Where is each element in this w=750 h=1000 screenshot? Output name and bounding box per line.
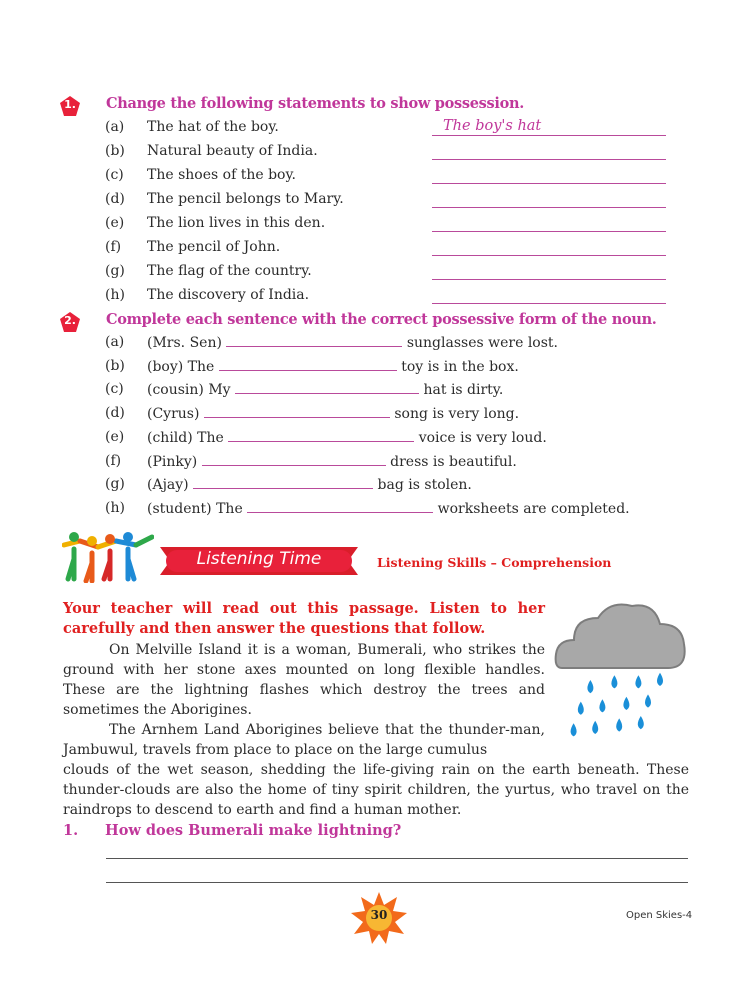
question-2-number: 2.	[64, 314, 76, 327]
fill-blank[interactable]	[202, 453, 386, 466]
item-label: (f)	[105, 239, 122, 255]
answer-blank[interactable]	[432, 183, 666, 184]
item-sentence	[147, 381, 503, 398]
item-label: (g)	[105, 263, 125, 279]
item-label: (d)	[105, 191, 125, 207]
answer-line-1[interactable]	[106, 858, 688, 859]
sentence-end: hat is dirty.	[423, 382, 504, 398]
item-label: (c)	[105, 381, 124, 397]
item-label: (g)	[105, 476, 125, 492]
passage-paragraph-2-start: The Arnhem Land Aborigines believe that the thunder-man, Jambuwul, travels from place to place on the large cumulus	[63, 722, 545, 758]
sentence-end: worksheets are completed.	[437, 501, 630, 517]
fill-blank[interactable]	[193, 476, 373, 489]
item-sentence	[147, 453, 517, 470]
answer-blank[interactable]	[432, 207, 666, 208]
item-label: (b)	[105, 143, 125, 159]
fill-blank[interactable]	[228, 429, 414, 442]
exercise-2-title: Complete each sentence with the correct possessive form of the noun.	[106, 311, 657, 328]
item-statement: The lion lives in this den.	[147, 215, 326, 231]
sentence-start: (Pinky)	[147, 454, 198, 470]
book-title-footer: Open Skies-4	[626, 910, 693, 921]
question-text: How does Bumerali make lightning?	[105, 822, 402, 839]
answer-blank[interactable]	[432, 159, 666, 160]
question-number: 1.	[63, 822, 79, 839]
item-label: (f)	[105, 453, 122, 469]
sentence-end: bag is stolen.	[377, 477, 472, 493]
rain-cloud-icon	[552, 596, 690, 738]
fill-blank[interactable]	[235, 381, 419, 394]
sentence-start: (student) The	[147, 501, 243, 517]
listening-time-label: Listening Time	[196, 549, 322, 569]
item-statement: The flag of the country.	[147, 263, 312, 279]
item-sentence	[147, 429, 547, 446]
item-label: (b)	[105, 358, 125, 374]
children-holding-hands-icon	[62, 529, 154, 583]
passage-paragraph-1: On Melville Island it is a woman, Bumerali, who strikes the ground with her stone axes mounted on long flexible handles. These are the lightning flashes which destroy the trees and sometimes the Aborigines.	[63, 642, 545, 718]
item-sentence	[147, 334, 558, 351]
item-label: (a)	[105, 334, 125, 350]
sentence-end: voice is very loud.	[418, 430, 547, 446]
exercise-1-title: Change the following statements to show possession.	[106, 95, 524, 112]
answer-blank[interactable]	[432, 303, 666, 304]
item-label: (h)	[105, 287, 125, 303]
item-statement: The shoes of the boy.	[147, 167, 296, 183]
item-statement: The hat of the boy.	[147, 119, 279, 135]
fill-blank[interactable]	[226, 334, 402, 347]
answer-line-2[interactable]	[106, 882, 688, 883]
question-1-badge	[59, 95, 81, 117]
question-2-badge	[59, 311, 81, 333]
sentence-start: (boy) The	[147, 359, 215, 375]
item-statement: The discovery of India.	[147, 287, 310, 303]
item-sentence	[147, 405, 519, 422]
answer-blank[interactable]	[432, 231, 666, 232]
item-label: (e)	[105, 429, 125, 445]
item-sentence	[147, 358, 519, 375]
item-label: (d)	[105, 405, 125, 421]
item-statement: The pencil belongs to Mary.	[147, 191, 344, 207]
item-label: (h)	[105, 500, 125, 516]
sentence-end: sunglasses were lost.	[406, 335, 558, 351]
answer-text: The boy's hat	[443, 118, 542, 134]
page-number: 30	[370, 908, 388, 922]
answer-blank[interactable]	[432, 135, 666, 136]
listening-skills-subtitle: Listening Skills – Comprehension	[377, 555, 612, 570]
fill-blank[interactable]	[204, 405, 390, 418]
fill-blank[interactable]	[219, 358, 397, 371]
sentence-end: song is very long.	[394, 406, 520, 422]
sentence-end: toy is in the box.	[401, 359, 519, 375]
item-label: (e)	[105, 215, 125, 231]
sentence-start: (cousin) My	[147, 382, 231, 398]
sentence-start: (Ajay)	[147, 477, 189, 493]
comprehension-question-1	[63, 822, 401, 839]
item-sentence	[147, 500, 630, 517]
question-1-number: 1.	[64, 98, 76, 111]
listening-instruction: Your teacher will read out this passage. Listen to her carefully and then answer the questions that follow.	[63, 600, 545, 637]
item-statement: The pencil of John.	[147, 239, 281, 255]
item-sentence	[147, 476, 472, 493]
answer-blank[interactable]	[432, 255, 666, 256]
answer-blank[interactable]	[432, 279, 666, 280]
sentence-start: (Mrs. Sen)	[147, 335, 222, 351]
passage-paragraph-2-end: clouds of the wet season, shedding the life-giving rain on the earth beneath. These thunder-clouds are also the home of tiny spirit children, the yurtus, who travel on the raindrops to descend to earth and find a human mother.	[63, 762, 689, 818]
item-label: (c)	[105, 167, 124, 183]
item-label: (a)	[105, 119, 125, 135]
sentence-start: (Cyrus)	[147, 406, 200, 422]
sentence-end: dress is beautiful.	[390, 454, 517, 470]
item-statement: Natural beauty of India.	[147, 143, 318, 159]
sentence-start: (child) The	[147, 430, 224, 446]
fill-blank[interactable]	[247, 500, 433, 513]
